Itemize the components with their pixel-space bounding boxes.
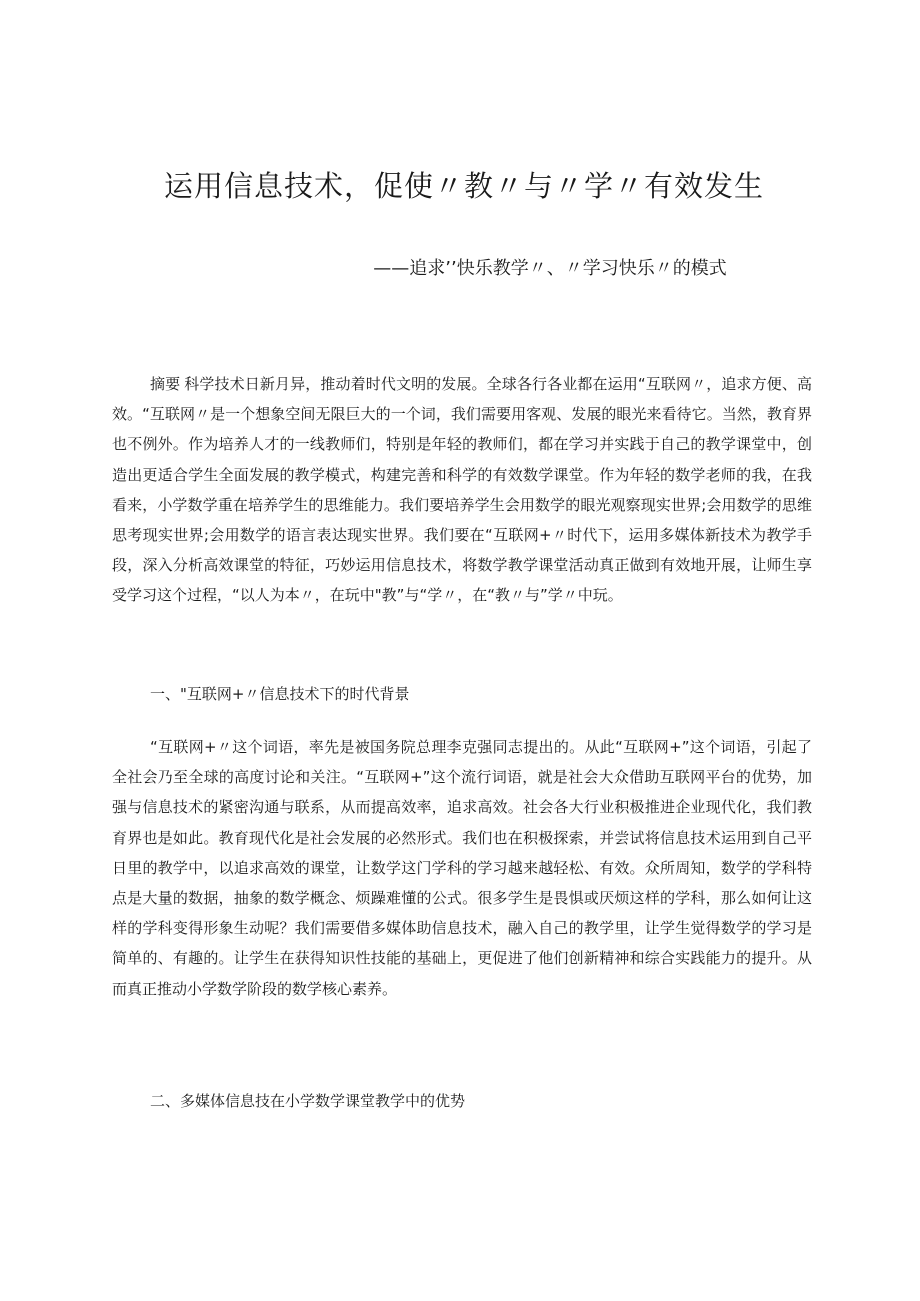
section-heading-2: 二、多媒体信息技在小学数学课堂教学中的优势 — [150, 1092, 466, 1110]
abstract-label: 摘要 — [150, 375, 181, 393]
document-subtitle: ——追求’’快乐教学〃、〃学习快乐〃的模式 — [373, 258, 727, 279]
document-title: 运用信息技术，促使〃教〃与〃学〃有效发生 — [163, 169, 764, 203]
section-1-paragraph: “互联网+〃这个词语，率先是被国务院总理李克强同志提出的。从此“互联网+”这个词语，引起了全社会乃至全球的高度讨论和关注。“互联网+”这个流行词语，就是社会大众借助互联网平台的优势，加强与信息技术的紧密沟通与联系，从而提高效率，追求高效。社会各大行业积极推进企业现代化，我们教育界也是如此。教育现代化是社会发展的必然形式。我们也在积极探索，并尝试将信息技术运用到自己平日里的教学中，以追求高效的课堂，让数学这门学科的学习越来越轻松、有效。众所周知，数学的学科特点是大量的数据，抽象的数学概念、烦躁难懂的公式。很多学生是畏惧或厌烦这样的学科，那么如何让这样的学科变得形象生动呢？我们需要借多媒体助信息技术，融入自己的教学里，让学生觉得数学的学习是简单的、有趣的。让学生在获得知识性技能的基础上，更促进了他们创新精神和综合实践能力的提升。从而真正推动小学数学阶段的数学核心素养。 — [112, 738, 812, 998]
abstract-paragraph — [112, 369, 812, 611]
section-heading-1: 一、"互联网+〃信息技术下的时代背景 — [150, 685, 410, 703]
abstract-text: 科学技术日新月异，推动着时代文明的发展。全球各行各业都在运用“互联网〃，追求方便、高效。“互联网〃是一个想象空间无限巨大的一个词，我们需要用客观、发展的眼光来看待它。当然，教育界也不例外。作为培养人才的一线教师们，特别是年轻的教师们，都在学习并实践于自己的教学课堂中，创造出更适合学生全面发展的教学模式，构建完善和科学的有效数学课堂。作为年轻的数学老师的我，在我看来，小学数学重在培养学生的思维能力。我们要培养学生会用数学的眼光观察现实世界;会用数学的思维思考现实世界;会用数学的语言表达现实世界。我们要在“互联网+〃时代下，运用多媒体新技术为教学手段，深入分析高效课堂的特征，巧妙运用信息技术，将数学教学课堂活动真正做到有效地开展，让师生享受学习这个过程，“以人为本〃，在玩中"教”与“学〃，在“教〃与”学〃中玩。 — [112, 375, 812, 605]
